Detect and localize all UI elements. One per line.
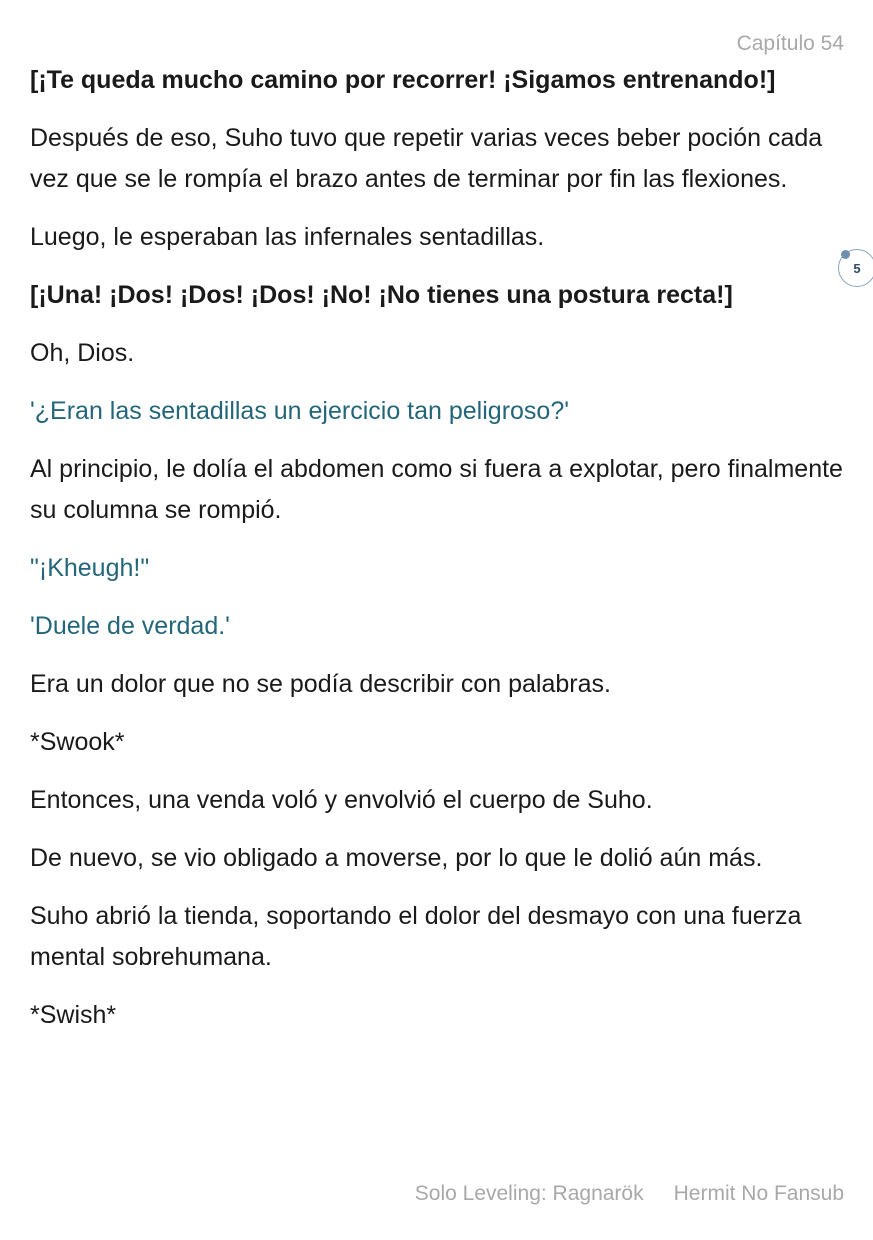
page-marker-dot-icon — [841, 250, 850, 259]
paragraph: De nuevo, se vio obligado a moverse, por lo que le dolió aún más. — [30, 844, 763, 872]
translator-credit: Hermit No Fansub — [673, 1182, 844, 1205]
thought-paragraph: "¡Kheugh!" — [30, 554, 150, 582]
page-marker-button[interactable]: 5 — [838, 249, 873, 287]
paragraph: Al principio, le dolía el abdomen como si fuera a explotar, pero finalmente su columna se rompió. — [30, 455, 843, 524]
chapter-label: Capítulo 54 — [736, 32, 844, 55]
thought-paragraph: 'Duele de verdad.' — [30, 612, 230, 640]
paragraph: Era un dolor que no se podía describir con palabras. — [30, 670, 611, 698]
footer — [415, 1182, 844, 1206]
paragraph: Después de eso, Suho tuvo que repetir varias veces beber poción cada vez que se le rompía el brazo antes de terminar por fin las flexiones. — [30, 124, 823, 193]
thought-paragraph: '¿Eran las sentadillas un ejercicio tan peligroso?' — [30, 397, 570, 425]
reading-content — [30, 60, 845, 1053]
paragraph: Luego, le esperaban las infernales sentadillas. — [30, 223, 545, 251]
paragraph: Entonces, una venda voló y envolvió el cuerpo de Suho. — [30, 786, 653, 814]
paragraph: [¡Una! ¡Dos! ¡Dos! ¡Dos! ¡No! ¡No tienes una postura recta!] — [30, 281, 733, 309]
book-title: Solo Leveling: Ragnarök — [414, 1182, 644, 1205]
paragraph: *Swook* — [30, 728, 125, 756]
paragraph: *Swish* — [30, 1001, 117, 1029]
paragraph: Suho abrió la tienda, soportando el dolor del desmayo con una fuerza mental sobrehumana. — [30, 902, 802, 971]
paragraph: Oh, Dios. — [30, 339, 135, 367]
paragraph: [¡Te queda mucho camino por recorrer! ¡Sigamos entrenando!] — [30, 66, 776, 94]
